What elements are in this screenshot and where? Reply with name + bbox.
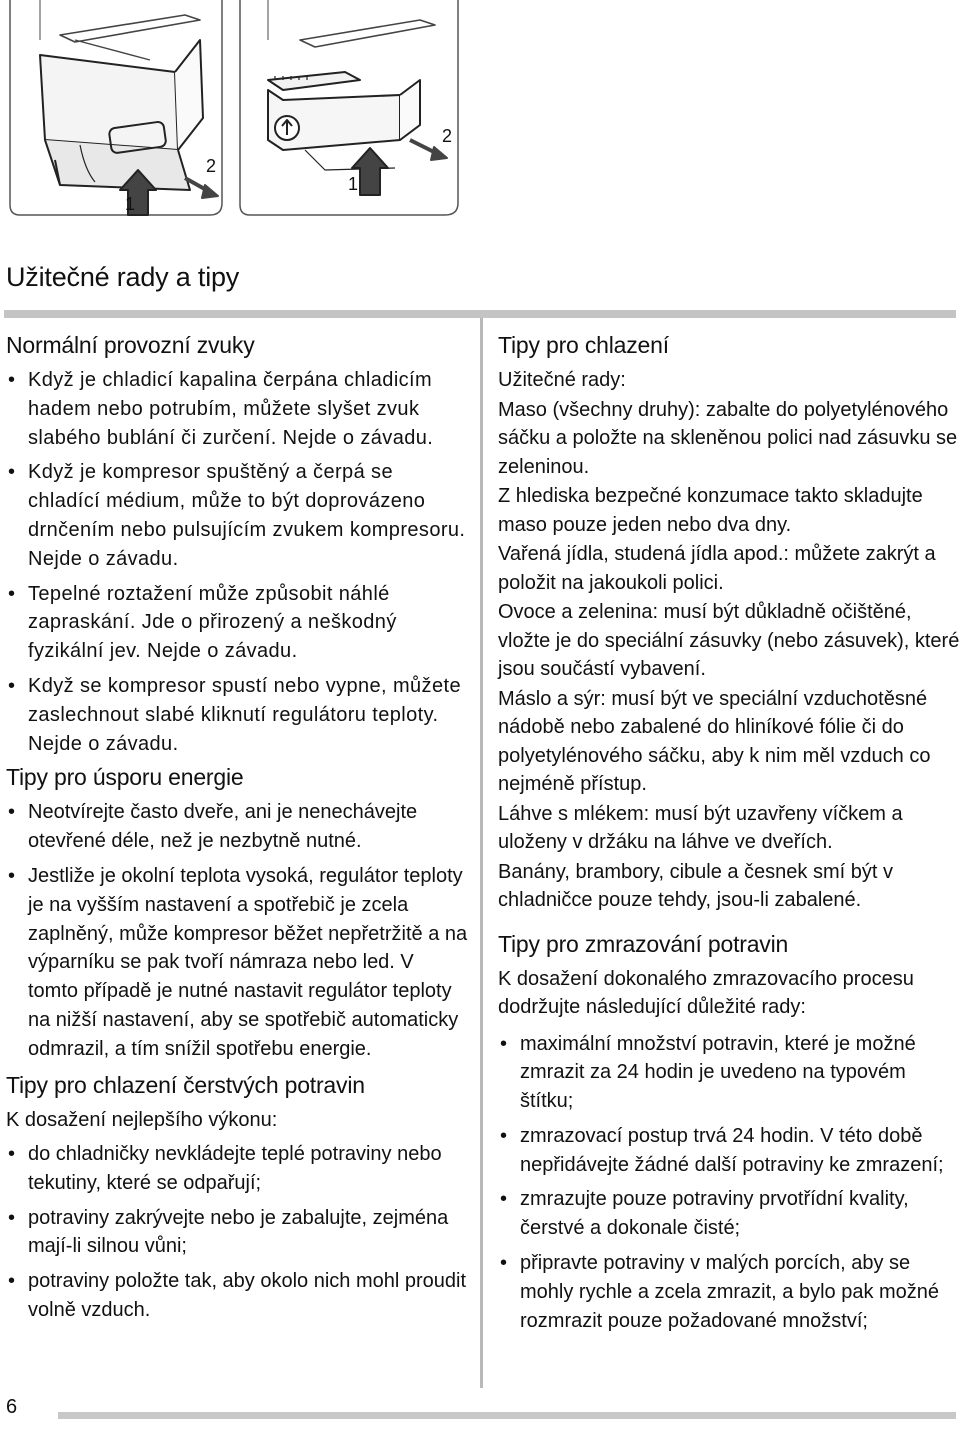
list-item: • Jestliže je okolní teplota vysoká, regulátor teploty je na vyšším nastavení a spotřebič je zcela zaplněný, může kompresor běžet nepřetržitě a na výparníku se pak tvoří námraza nebo led. V tomto případě je nutné nastavit regulátor teploty na nižší nastavení, aby se spotřebič automaticky odmrazil, a tím snížil spotřebu energie. [6,862,468,1064]
cooling-tip-line: Láhve s mlékem: musí být uzavřeny víčkem a uloženy v držáku na láhve ve dveřích. [498,802,903,853]
cooling-tip-line: Užitečné rady: [498,369,626,391]
right-step-2-label: 2 [442,126,453,146]
list-item: • maximální množství potravin, které je možné zmrazit za 24 hodin je uvedeno na typovém štítku; [498,1030,960,1116]
fresh-food-section [6,1070,468,1325]
list-item: • potraviny zakrývejte nebo je zabalujte, zejména mají-li silnou vůni; [6,1204,468,1262]
list-item: • Když je kompresor spuštěný a čerpá se chladící médium, může to být doprovázeno drnčením nebo pulsujícím zvukem kompresoru. Nejde o závadu. [6,458,468,573]
list-item: • Tepelné roztažení může způsobit náhlé zapraskání. Jde o přirozený a neškodný fyzikální jev. Nejde o závadu. [6,580,468,666]
fresh-food-list [6,1140,468,1325]
normal-sounds-section [6,330,468,758]
column-divider [480,318,483,1388]
title-rule [4,310,956,318]
list-item: • Neotvírejte často dveře, ani je nenechávejte otevřené déle, než je nezbytně nutné. [6,798,468,856]
energy-saving-list [6,798,468,1063]
page-title: Užitečné rady a tipy [6,262,240,292]
freezing-intro: K dosažení dokonalého zmrazovacího procesu dodržujte následující důležité rady: [498,967,914,1018]
energy-saving-heading: Tipy pro úsporu energie [6,764,244,791]
list-item: • Když je chladicí kapalina čerpána chladicím hadem nebo potrubím, můžete slyšet zvuk slabého bublání či zurčení. Nejde o závadu. [6,366,468,452]
left-step-1-label: 1 [125,194,136,214]
freezing-tips-section [498,929,960,1336]
list-item: • do chladničky nevkládejte teplé potraviny nebo tekutiny, které se odpařují; [6,1140,468,1198]
drawer-removal-illustration [0,0,960,225]
freezing-list [498,1030,960,1336]
freezing-tips-heading: Tipy pro zmrazování potravin [498,930,789,957]
cooling-tip-line: Banány, brambory, cibule a česnek smí být v chladničce pouze tehdy, jsou-li zabalené. [498,860,893,911]
list-item: • Když se kompresor spustí nebo vypne, můžete zaslechnout slabé kliknutí regulátoru teploty. Nejde o závadu. [6,672,468,758]
list-item: • připravte potraviny v malých porcích, aby se mohly rychle a zcela zmrazit, a bylo pak možné rozmrazit pouze požadované množství; [498,1249,960,1335]
list-item: • zmrazovací postup trvá 24 hodin. V této době nepřidávejte žádné další potraviny ke zmrazení; [498,1122,960,1180]
list-item: • zmrazujte pouze potraviny prvotřídní kvality, čerstvé a dokonale čisté; [498,1185,960,1243]
page-number: 6 [6,1396,18,1418]
normal-sounds-heading: Normální provozní zvuky [6,332,255,358]
right-step-1-label: 1 [348,174,359,194]
cooling-tip-line: Vařená jídla, studená jídla apod.: můžete zakrýt a položit na jakoukoli polici. [498,543,936,594]
energy-saving-section [6,762,468,1063]
fresh-food-heading: Tipy pro chlazení čerstvých potravin [6,1071,365,1098]
cooling-tip-line: Ovoce a zelenina: musí být důkladně očištěné, vložte je do speciální zásuvky (nebo zásuvek), které jsou součástí vybavení. [498,601,960,680]
cooling-tip-line: Máslo a sýr: musí být ve speciální vzduchotěsné nádobě nebo zabalené do hliníkové fólie či do polyetylénového sáčku, aby k nim měl vzduch co nejméně přístup. [498,687,931,795]
cooling-tips-heading: Tipy pro chlazení [498,332,669,358]
cooling-tip-line: Z hlediska bezpečné konzumace takto skladujte maso pouze jeden nebo dva dny. [498,485,923,536]
right-column [498,330,960,1341]
left-column [6,330,468,1331]
fresh-food-intro: K dosažení nejlepšího výkonu: [6,1108,278,1131]
normal-sounds-list [6,366,468,758]
cooling-tips-section [498,330,960,915]
footer-rule [58,1412,956,1419]
left-step-2-label: 2 [206,156,217,176]
cooling-tip-line: Maso (všechny druhy): zabalte do polyetylénového sáčku a položte na skleněnou polici nad zásuvku se zeleninou. [498,398,958,478]
list-item: • potraviny položte tak, aby okolo nich mohl proudit volně vzduch. [6,1267,468,1325]
